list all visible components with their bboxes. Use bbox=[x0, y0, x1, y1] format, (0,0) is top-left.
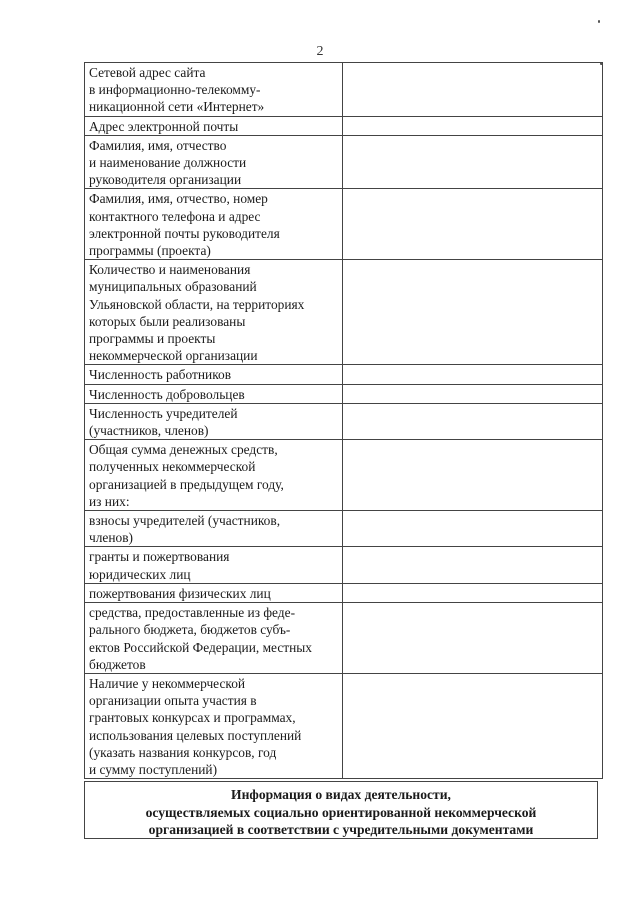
table-row bbox=[85, 403, 603, 439]
row-label: Численность добровольцев bbox=[85, 384, 343, 403]
table-row bbox=[85, 260, 603, 365]
scan-speck bbox=[598, 20, 600, 23]
row-label: Наличие у некоммерческой организации опыта участия в грантовых конкурсах и программах, использования целевых поступлений (указать названия конкурсов, год и сумму поступлений) bbox=[85, 673, 343, 778]
table-row bbox=[85, 511, 603, 547]
row-value-field[interactable] bbox=[343, 547, 603, 583]
row-label: Общая сумма денежных средств, полученных некоммерческой организацией в предыдущем году, из них: bbox=[85, 440, 343, 511]
row-value-field[interactable] bbox=[343, 135, 603, 189]
table-row bbox=[85, 189, 603, 260]
table-row bbox=[85, 440, 603, 511]
row-value-field[interactable] bbox=[343, 365, 603, 384]
row-value-field[interactable] bbox=[343, 189, 603, 260]
page-number: 2 bbox=[316, 44, 324, 59]
row-value-field[interactable] bbox=[343, 603, 603, 674]
row-label: Фамилия, имя, отчество и наименование должности руководителя организации bbox=[85, 135, 343, 189]
table-row bbox=[85, 365, 603, 384]
row-label: средства, предоставленные из феде- рального бюджета, бюджетов субъ- ектов Российской Федерации, местных бюджетов bbox=[85, 603, 343, 674]
table-row bbox=[85, 547, 603, 583]
row-value-field[interactable] bbox=[343, 583, 603, 602]
row-value-field[interactable] bbox=[343, 673, 603, 778]
table-row bbox=[85, 583, 603, 602]
table-row bbox=[85, 384, 603, 403]
row-label: гранты и пожертвования юридических лиц bbox=[85, 547, 343, 583]
row-label: Численность работников bbox=[85, 365, 343, 384]
table-row bbox=[85, 603, 603, 674]
table-row bbox=[85, 63, 603, 117]
row-value-field[interactable] bbox=[343, 440, 603, 511]
row-value-field[interactable] bbox=[343, 63, 603, 117]
row-label: Фамилия, имя, отчество, номер контактного телефона и адрес электронной почты руководителя программы (проекта) bbox=[85, 189, 343, 260]
row-label: Адрес электронной почты bbox=[85, 116, 343, 135]
row-value-field[interactable] bbox=[343, 511, 603, 547]
row-value-field[interactable] bbox=[343, 116, 603, 135]
row-label: Численность учредителей (участников, членов) bbox=[85, 403, 343, 439]
table-row bbox=[85, 116, 603, 135]
row-value-field[interactable] bbox=[343, 384, 603, 403]
organization-info-table bbox=[84, 62, 603, 779]
table-row bbox=[85, 673, 603, 778]
row-label: Количество и наименования муниципальных образований Ульяновской области, на территориях которых были реализованы программы и проекты некоммерческой организации bbox=[85, 260, 343, 365]
row-label: пожертвования физических лиц bbox=[85, 583, 343, 602]
row-label: Сетевой адрес сайта в информационно-телекомму- никационной сети «Интернет» bbox=[85, 63, 343, 117]
row-value-field[interactable] bbox=[343, 260, 603, 365]
row-label: взносы учредителей (участников, членов) bbox=[85, 511, 343, 547]
section-heading: Информация о видах деятельности, осуществляемых социально ориентированной некоммерческой организацией в соответствии с учредительными документами bbox=[84, 781, 598, 839]
row-value-field[interactable] bbox=[343, 403, 603, 439]
table-row bbox=[85, 135, 603, 189]
